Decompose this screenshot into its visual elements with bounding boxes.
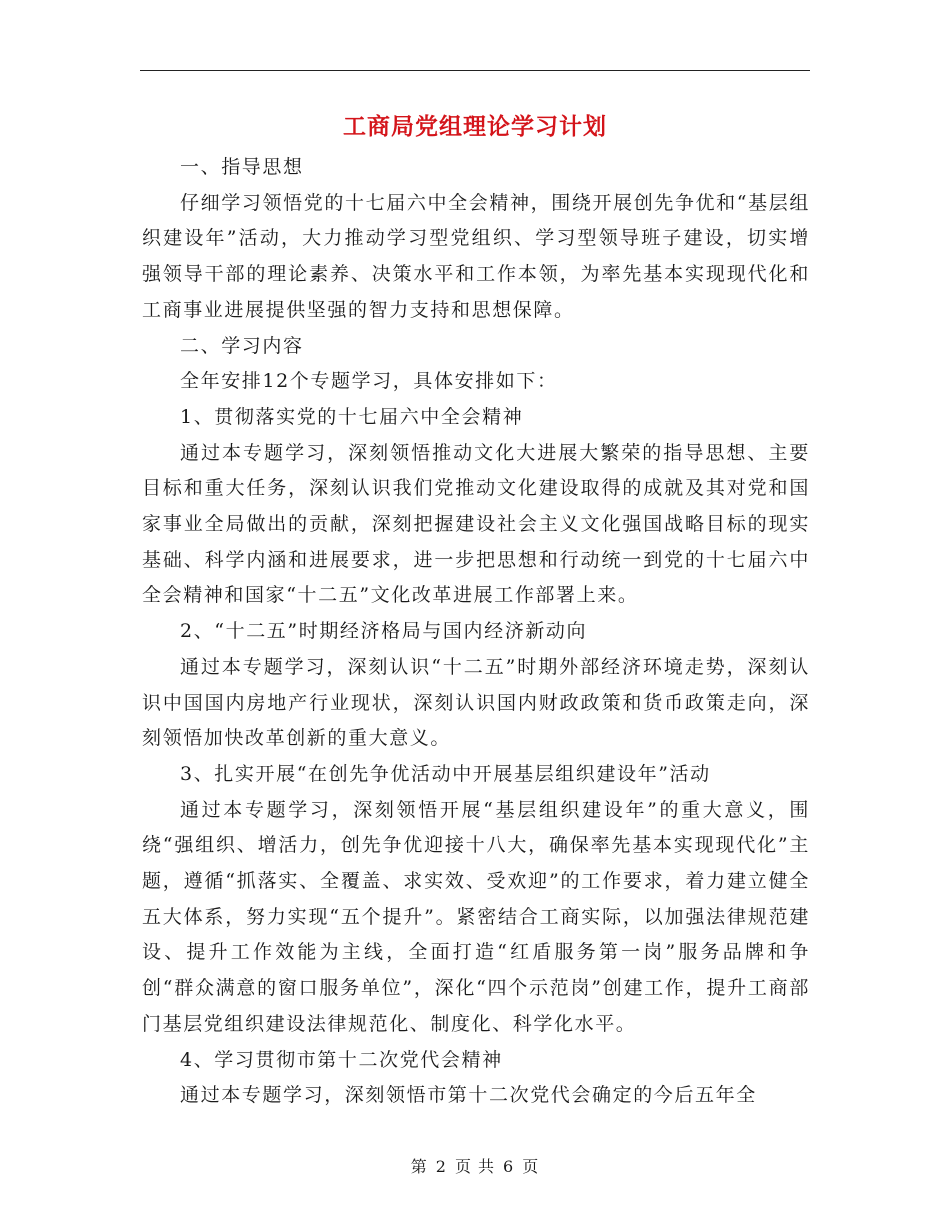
document-body bbox=[142, 150, 810, 1114]
topic-heading-3: 3、扎实开展“在创先争优活动中开展基层组织建设年”活动 bbox=[180, 762, 711, 785]
current-page-number: 2 bbox=[435, 1157, 447, 1176]
body-paragraph: 通过本专题学习，深刻领悟市第十二次党代会确定的今后五年全 bbox=[180, 1084, 757, 1107]
body-paragraph: 全年安排12个专题学习，具体安排如下： bbox=[180, 370, 558, 393]
topic-heading-4: 4、学习贯彻市第十二次党代会精神 bbox=[180, 1048, 503, 1071]
total-pages-number: 6 bbox=[503, 1157, 515, 1176]
page-footer bbox=[0, 1154, 950, 1177]
body-paragraph: 通过本专题学习，深刻领悟推动文化大进展大繁荣的指导思想、主要目标和重大任务，深刻认识我们党推动文化建设取得的成就及其对党和国家事业全局做出的贡献，深刻把握建设社会主义文化强国战略目标的现实基础、科学内涵和进展要求，进一步把思想和行动统一到党的十七届六中全会精神和国家“十二五”文化改革进展工作部署上来。 bbox=[142, 441, 810, 607]
page-label-suffix: 页 bbox=[522, 1157, 540, 1176]
topic-heading-2: 2、“十二五”时期经济格局与国内经济新动向 bbox=[180, 620, 588, 643]
header-rule bbox=[140, 70, 810, 71]
section-heading-study-content: 二、学习内容 bbox=[180, 334, 304, 357]
section-heading-guiding-ideology: 一、指导思想 bbox=[180, 156, 304, 178]
topic-heading-1: 1、贯彻落实党的十七届六中全会精神 bbox=[180, 405, 524, 428]
document-title: 工商局党组理论学习计划 bbox=[343, 113, 607, 140]
body-paragraph: 通过本专题学习，深刻认识“十二五”时期外部经济环境走势，深刻认识中国国内房地产行业现状，深刻认识国内财政政策和货币政策走向，深刻领悟加快改革创新的重大意义。 bbox=[142, 655, 810, 750]
body-paragraph: 仔细学习领悟党的十七届六中全会精神，围绕开展创先争优和“基层组织建设年”活动，大力推动学习型党组织、学习型领导班子建设，切实增强领导干部的理论素养、决策水平和工作本领，为率先基本实现现代化和工商事业进展提供坚强的智力支持和思想保障。 bbox=[142, 191, 810, 321]
page-label-prefix: 第 bbox=[410, 1157, 428, 1176]
page-label-mid: 页 共 bbox=[454, 1157, 496, 1176]
body-paragraph: 通过本专题学习，深刻领悟开展“基层组织建设年”的重大意义，围绕“强组织、增活力，创先争优迎接十八大，确保率先基本实现现代化”主题，遵循“抓落实、全覆盖、求实效、受欢迎”的工作要求，着力建立健全五大体系，努力实现“五个提升”。紧密结合工商实际，以加强法律规范建设、提升工作效能为主线，全面打造“红盾服务第一岗”服务品牌和争创“群众满意的窗口服务单位”，深化“四个示范岗”创建工作，提升工商部门基层党组织建设法律规范化、制度化、科学化水平。 bbox=[142, 798, 810, 1035]
